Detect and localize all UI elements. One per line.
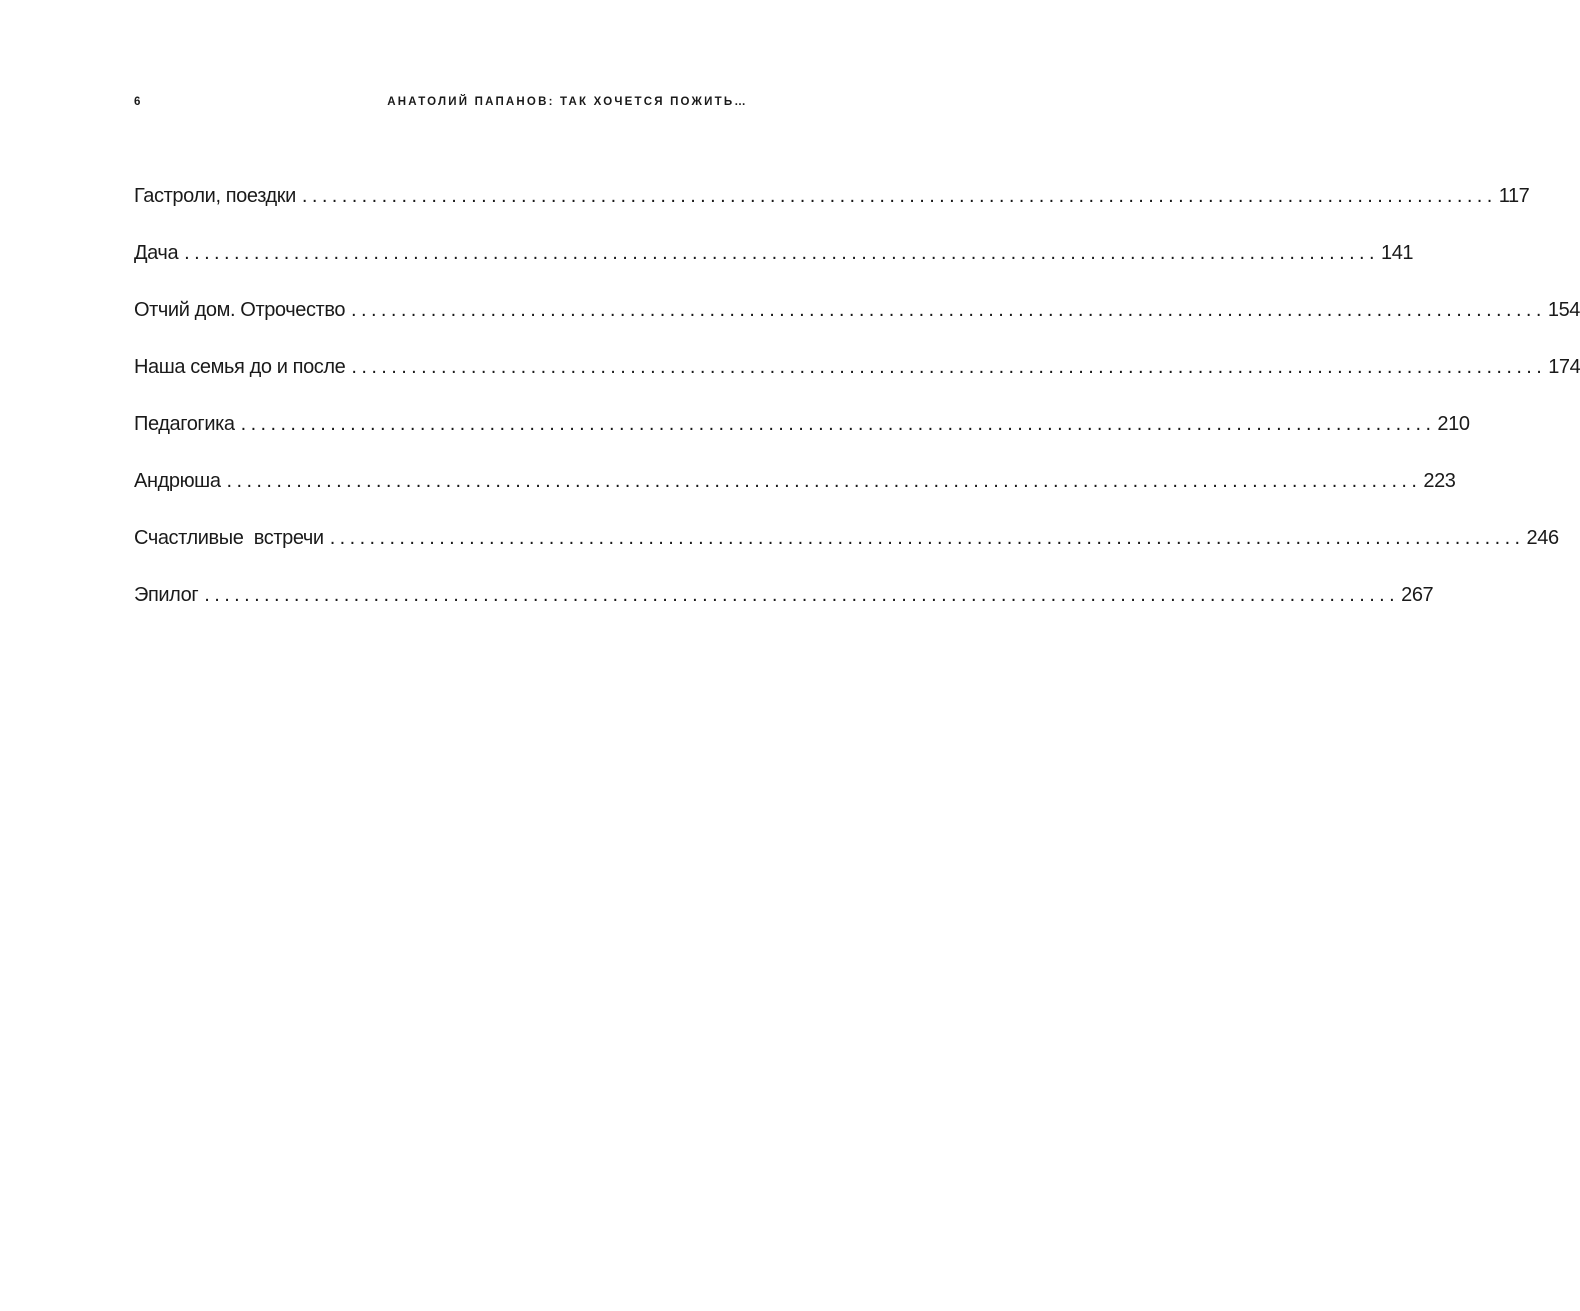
toc-entry-title: Андрюша bbox=[134, 470, 221, 492]
running-title: АНАТОЛИЙ ПАПАНОВ: ТАК ХОЧЕТСЯ ПОЖИТЬ… bbox=[387, 96, 748, 108]
toc-entry bbox=[134, 470, 1456, 527]
toc-entry bbox=[134, 584, 1434, 641]
toc-entry bbox=[134, 527, 1559, 584]
toc-entry bbox=[134, 356, 1580, 413]
dot-leader: ........................................................................................................................ bbox=[204, 584, 1400, 606]
dot-leader: ........................................................................................................................ bbox=[226, 470, 1422, 492]
dot-leader: ........................................................................................................................ bbox=[301, 185, 1497, 207]
running-header bbox=[134, 96, 748, 116]
dot-leader: ........................................................................................................................ bbox=[240, 413, 1436, 435]
toc-entry-title: Счастливые встречи bbox=[134, 527, 324, 549]
toc-entry-page: 154 bbox=[1547, 299, 1580, 321]
toc-entry bbox=[134, 413, 1470, 470]
toc-entry-page: 117 bbox=[1498, 185, 1530, 207]
toc-entry-page: 141 bbox=[1380, 242, 1414, 264]
dot-leader: ........................................................................................................................ bbox=[329, 527, 1525, 549]
toc-entry bbox=[134, 299, 1580, 356]
dot-leader: ........................................................................................................................ bbox=[184, 242, 1379, 264]
dot-leader: ........................................................................................................................ bbox=[351, 356, 1547, 378]
toc-entry bbox=[134, 185, 1530, 242]
toc-entry-title: Педагогика bbox=[134, 413, 235, 435]
toc-entry-page: 210 bbox=[1437, 413, 1470, 435]
toc-entry-title: Дача bbox=[134, 242, 179, 264]
table-of-contents bbox=[134, 185, 1580, 641]
page-number: 6 bbox=[134, 96, 141, 108]
toc-entry-page: 174 bbox=[1548, 356, 1580, 378]
toc-entry-title: Гастроли, поездки bbox=[134, 185, 296, 207]
toc-entry-page: 246 bbox=[1526, 527, 1559, 549]
toc-entry bbox=[134, 242, 1414, 299]
toc-entry-title: Отчий дом. Отрочество bbox=[134, 299, 346, 321]
toc-entry-page: 223 bbox=[1423, 470, 1456, 492]
toc-entry-page: 267 bbox=[1401, 584, 1434, 606]
toc-entry-title: Наша семья до и после bbox=[134, 356, 346, 378]
dot-leader: ........................................................................................................................ bbox=[351, 299, 1546, 321]
toc-entry-title: Эпилог bbox=[134, 584, 199, 606]
